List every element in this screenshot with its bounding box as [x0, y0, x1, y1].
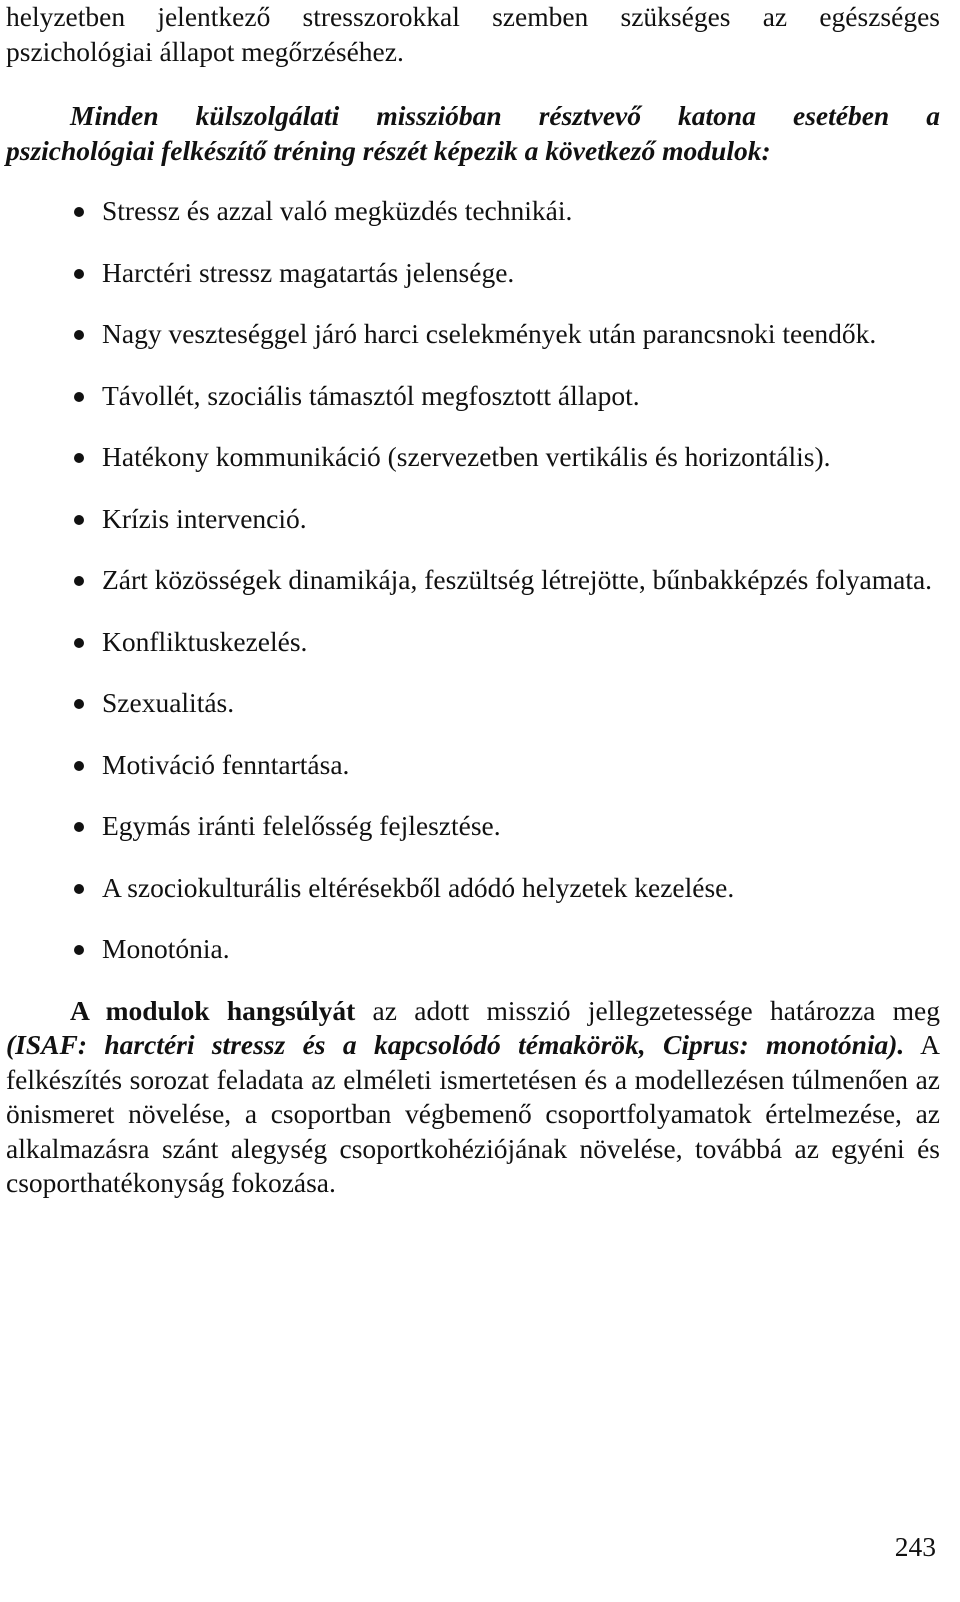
- list-item: [6, 809, 940, 844]
- list-item-text: Távollét, szociális támasztól megfosztott állapot.: [102, 379, 640, 411]
- closing-paragraph: [6, 994, 940, 1201]
- closing-bold-italic: (ISAF: harctéri stressz és a kapcsolódó témakörök, Ciprus: monotónia).: [6, 1029, 905, 1060]
- bullet-icon: [74, 207, 84, 217]
- bullet-icon: [74, 761, 84, 771]
- bullet-icon: [74, 269, 84, 279]
- list-item: [6, 748, 940, 783]
- list-item-text: Konfliktuskezelés.: [102, 625, 308, 657]
- bullet-icon: [74, 638, 84, 648]
- bullet-icon: [74, 699, 84, 709]
- document-page: [6, 0, 940, 1201]
- list-item-text: Motiváció fenntartása.: [102, 748, 350, 780]
- list-item-text: Stressz és azzal való megküzdés technikái.: [102, 195, 573, 226]
- list-item: [6, 317, 940, 352]
- closing-text-1: az adott misszió jellegzetessége határozza meg: [355, 994, 941, 1026]
- list-item-text: Krízis intervenció.: [102, 502, 307, 534]
- bullet-icon: [74, 945, 84, 955]
- list-item: [6, 256, 940, 291]
- bullet-icon: [74, 884, 84, 894]
- bullet-icon: [74, 576, 84, 586]
- intro-paragraph: [6, 0, 940, 69]
- list-item: [6, 871, 940, 906]
- closing-text-2: A felkészítés sorozat feladata az elméleti ismertetésen és a modellezésen túlmenően az önismeret növelése, a csoportban végbemenő csoportfolyamatok értelmezése, az alkalmazásra szánt alegység csoportkohéziójának növelése, továbbá az egyéni és csoporthatékonyság fokozása.: [6, 1029, 940, 1198]
- bullet-icon: [74, 822, 84, 832]
- list-item-text: Szexualitás.: [102, 687, 235, 718]
- list-item: [6, 379, 940, 414]
- list-item-text: Hatékony kommunikáció (szervezetben vertikális és horizontális).: [102, 441, 831, 472]
- list-item-text: Monotónia.: [102, 933, 230, 964]
- intro-line-2: pszichológiai állapot megőrzéséhez.: [6, 35, 404, 67]
- bullet-icon: [74, 392, 84, 402]
- intro-line-1: helyzetben jelentkező stresszorokkal szemben szükséges az egészséges: [6, 1, 940, 32]
- list-item-text: A szociokulturális eltérésekből adódó helyzetek kezelése.: [102, 871, 735, 903]
- list-item: [6, 440, 940, 475]
- page-number: 243: [894, 1531, 936, 1562]
- closing-bold-lead: A modulok hangsúlyát: [70, 994, 356, 1026]
- bullet-icon: [74, 453, 84, 463]
- list-item-text: Nagy veszteséggel járó harci cselekmények után parancsnoki teendők.: [102, 318, 877, 349]
- list-item: [6, 502, 940, 537]
- bullet-icon: [74, 330, 84, 340]
- list-item: [6, 194, 940, 229]
- modules-intro-line-2: pszichológiai felkészítő tréning részét képezik a következő modulok:: [6, 134, 771, 166]
- modules-intro-line-1: Minden külszolgálati misszióban résztvevő katona esetében a: [70, 100, 940, 131]
- list-item: [6, 563, 940, 598]
- bullet-icon: [74, 515, 84, 525]
- list-item-text: Harctéri stressz magatartás jelensége.: [102, 256, 515, 288]
- list-item: [6, 686, 940, 721]
- list-item: [6, 625, 940, 660]
- list-item: [6, 932, 940, 967]
- list-item-text: Egymás iránti felelősség fejlesztése.: [102, 810, 501, 841]
- modules-intro-paragraph: [6, 99, 940, 168]
- modules-list: [6, 194, 940, 967]
- list-item-text: Zárt közösségek dinamikája, feszültség létrejötte, bűnbakképzés folyamata.: [102, 564, 933, 595]
